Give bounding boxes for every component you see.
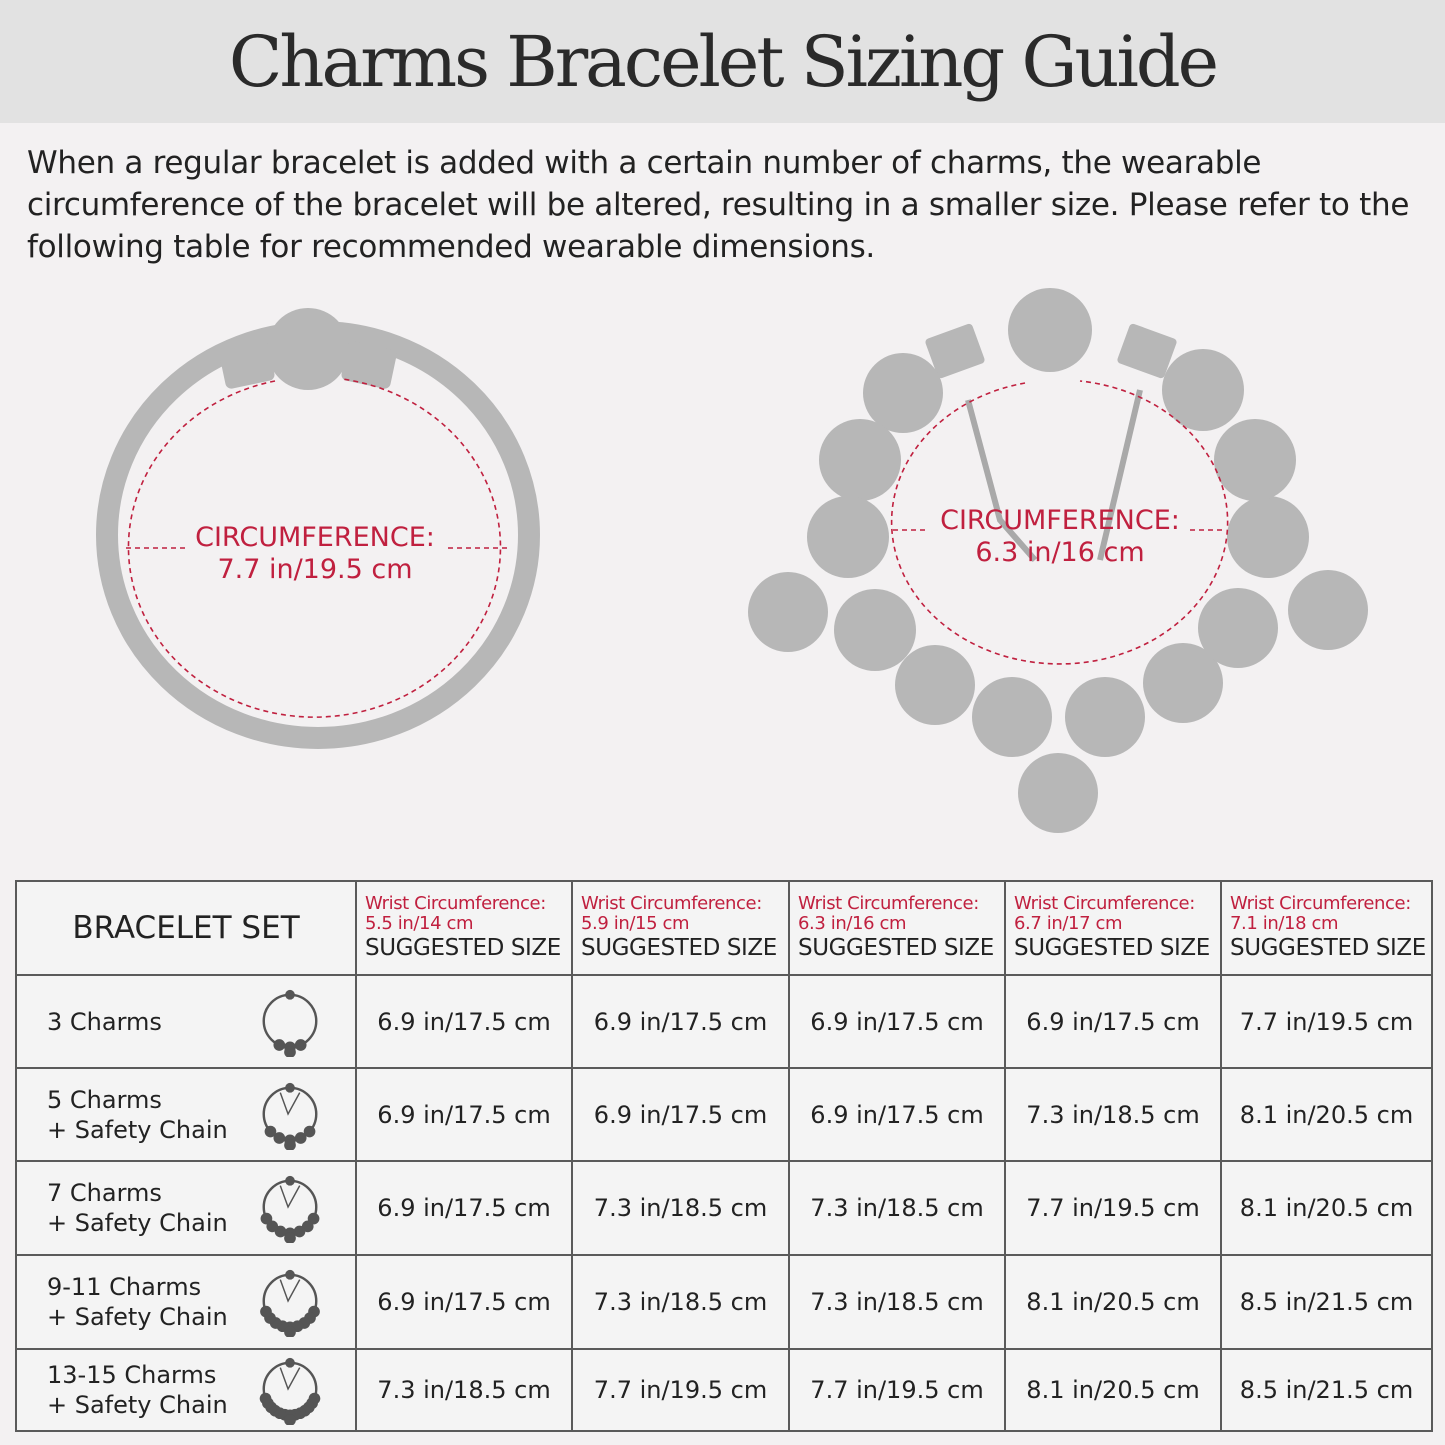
suggested-size-cell: 6.9 in/17.5 cm [356,1255,572,1349]
wrist-size: 5.9 in/15 cm [581,913,690,934]
wrist-label: Wrist Circumference: [365,893,546,914]
suggested-size-cell: 7.7 in/19.5 cm [1221,975,1432,1068]
set-name: 7 Charms [47,1179,162,1207]
suggested-size-cell: 8.5 in/21.5 cm [1221,1349,1432,1431]
wrist-label: Wrist Circumference: [1230,893,1411,914]
column-header [1005,881,1221,975]
suggested-size-cell: 7.3 in/18.5 cm [572,1161,789,1255]
wrist-size: 6.7 in/17 cm [1014,913,1123,934]
bracelet-set-cell [16,975,356,1068]
wrist-size: 6.3 in/16 cm [798,913,907,934]
bracelet-set-cell [16,1255,356,1349]
wrist-label: Wrist Circumference: [1014,893,1195,914]
suggested-size-cell: 8.1 in/20.5 cm [1005,1349,1221,1431]
table-header-row [16,881,1432,975]
column-header [789,881,1005,975]
set-subtitle: + Safety Chain [47,1209,228,1237]
table-row [16,1255,1432,1349]
suggested-size-cell: 8.1 in/20.5 cm [1221,1068,1432,1161]
suggested-size-cell: 6.9 in/17.5 cm [572,1068,789,1161]
sizing-table [15,880,1433,1432]
bracelet-7-charms-icon [255,1173,325,1243]
suggested-size-cell: 8.1 in/20.5 cm [1005,1255,1221,1349]
set-name: 3 Charms [47,1007,162,1036]
circumference-heading: CIRCUMFERENCE: [195,522,435,553]
column-header [572,881,789,975]
set-subtitle: + Safety Chain [47,1303,228,1331]
suggested-size-cell: 7.7 in/19.5 cm [1005,1161,1221,1255]
set-subtitle: + Safety Chain [47,1115,228,1144]
wrist-label: Wrist Circumference: [798,893,979,914]
circumference-value: 6.3 in/16 cm [975,537,1145,568]
suggested-size-cell: 8.1 in/20.5 cm [1221,1161,1432,1255]
suggested-size-cell: 6.9 in/17.5 cm [356,1161,572,1255]
suggested-label: SUGGESTED SIZE [1014,935,1210,961]
bracelet-set-cell [16,1161,356,1255]
suggested-size-cell: 6.9 in/17.5 cm [356,1068,572,1161]
bracelet-3-charms-icon [255,987,325,1057]
suggested-label: SUGGESTED SIZE [365,935,561,961]
set-name: 5 Charms [47,1085,162,1114]
wrist-size: 7.1 in/18 cm [1230,913,1339,934]
suggested-size-cell: 8.5 in/21.5 cm [1221,1255,1432,1349]
circumference-heading: CIRCUMFERENCE: [940,505,1180,536]
charm-circumference-label [920,505,1200,569]
suggested-label: SUGGESTED SIZE [581,935,777,961]
bracelet-set-cell [16,1068,356,1161]
set-name: 13-15 Charms [47,1361,217,1389]
suggested-size-cell: 6.9 in/17.5 cm [789,1068,1005,1161]
bracelet-5-charms-icon [255,1080,325,1150]
circumference-value: 7.7 in/19.5 cm [217,554,413,585]
suggested-size-cell: 6.9 in/17.5 cm [1005,975,1221,1068]
table-row [16,975,1432,1068]
suggested-size-cell: 6.9 in/17.5 cm [789,975,1005,1068]
table-row [16,1349,1432,1431]
suggested-size-cell: 7.3 in/18.5 cm [1005,1068,1221,1161]
suggested-label: SUGGESTED SIZE [1230,935,1426,961]
wrist-label: Wrist Circumference: [581,893,762,914]
suggested-size-cell: 6.9 in/17.5 cm [356,975,572,1068]
suggested-size-cell: 7.3 in/18.5 cm [789,1161,1005,1255]
suggested-size-cell: 7.3 in/18.5 cm [789,1255,1005,1349]
suggested-size-cell: 6.9 in/17.5 cm [572,975,789,1068]
table-row [16,1161,1432,1255]
suggested-size-cell: 7.3 in/18.5 cm [572,1255,789,1349]
bracelet-set-cell [16,1349,356,1431]
set-subtitle: + Safety Chain [47,1391,228,1419]
page-title: Charms Bracelet Sizing Guide [228,20,1217,103]
column-header [356,881,572,975]
suggested-size-cell: 7.7 in/19.5 cm [789,1349,1005,1431]
wrist-size: 5.5 in/14 cm [365,913,474,934]
column-header-bracelet-set: BRACELET SET [16,881,356,975]
table-row [16,1068,1432,1161]
suggested-size-cell: 7.7 in/19.5 cm [572,1349,789,1431]
suggested-label: SUGGESTED SIZE [798,935,994,961]
intro-text: When a regular bracelet is added with a certain number of charms, the wearable circumference of the bracelet will be altered, resulting in a smaller size. Please refer to the following table for recommended wearable dimensions. [27,145,1410,265]
bracelet-13-15-charms-icon [255,1355,325,1425]
plain-circumference-label [175,522,455,586]
set-name: 9-11 Charms [47,1273,202,1301]
column-header [1221,881,1432,975]
suggested-size-cell: 7.3 in/18.5 cm [356,1349,572,1431]
bracelet-9-11-charms-icon [255,1267,325,1337]
